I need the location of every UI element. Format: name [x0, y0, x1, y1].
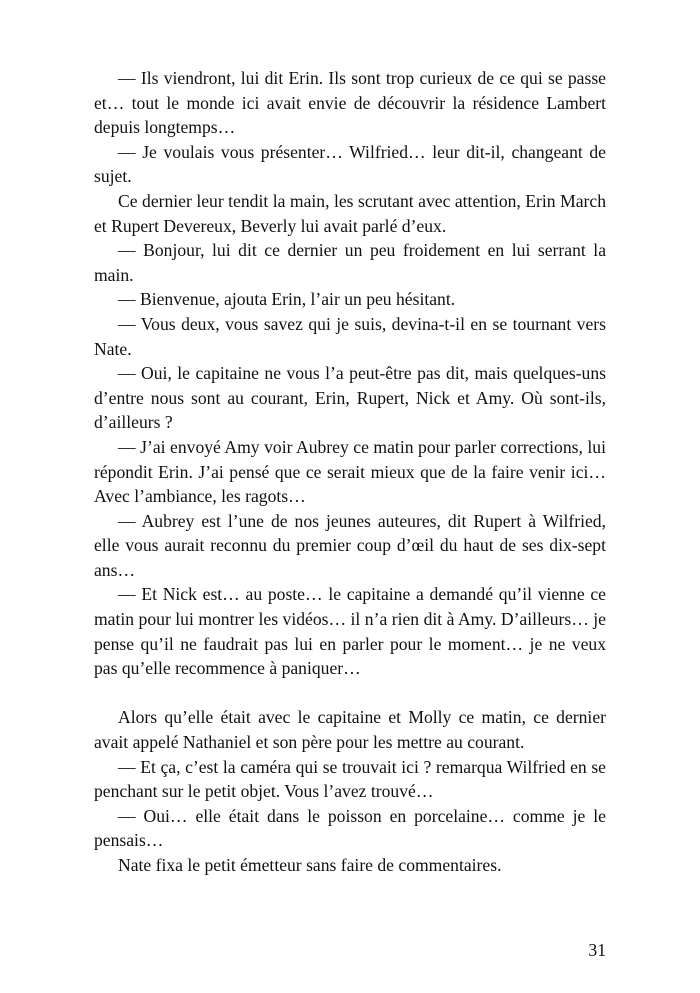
paragraph: — Je voulais vous présenter… Wilfried… leur dit-il, changeant de sujet.	[94, 141, 606, 187]
paragraph: Alors qu’elle était avec le capitaine et Molly ce matin, ce dernier avait appelé Nathaniel et son père pour les mettre au courant.	[94, 707, 606, 753]
paragraph: — Bienvenue, ajouta Erin, l’air un peu hésitant.	[118, 289, 456, 310]
paragraph: — Ils viendront, lui dit Erin. Ils sont trop curieux de ce qui se passe et… tout le monde ici avait envie de découvrir la résidence Lambert depuis longtemps…	[94, 68, 606, 138]
paragraph: Nate fixa le petit émetteur sans faire de commentaires.	[118, 855, 502, 875]
paragraph: — J’ai envoyé Amy voir Aubrey ce matin pour parler corrections, lui répondit Erin. J’ai pensé que ce serait mieux que de la faire venir ici… Avec l’ambiance, les ragots…	[94, 436, 606, 507]
page-body	[94, 66, 606, 878]
page-number: 31	[588, 940, 606, 960]
paragraph: — Et Nick est… au poste… le capitaine a demandé qu’il vienne ce matin pour lui montrer les vidéos… il n’a rien dit à Amy. D’ailleurs… je pense qu’il ne faudrait pas lui en parler pour le moment… je ne veux pas qu’elle recommence à paniquer…	[94, 584, 606, 679]
paragraph: — Oui… elle était dans le poisson en porcelaine… comme je le pensais…	[94, 805, 606, 851]
paragraph: — Bonjour, lui dit ce dernier un peu froidement en lui serrant la main.	[94, 240, 606, 285]
paragraph: — Et ça, c’est la caméra qui se trouvait ici ? remarqua Wilfried en se penchant sur le petit objet. Vous l’avez trouvé…	[94, 756, 606, 802]
paragraph: — Aubrey est l’une de nos jeunes auteures, dit Rupert à Wilfried, elle vous aurait reconnu du premier coup d’œil du haut de ses dix-sept ans…	[94, 510, 606, 580]
paragraph: — Oui, le capitaine ne vous l’a peut-être pas dit, mais quelques-uns d’entre nous sont au courant, Erin, Rupert, Nick et Amy. Où sont-ils, d’ailleurs ?	[94, 363, 606, 433]
paragraph: — Vous deux, vous savez qui je suis, devina-t-il en se tournant vers Nate.	[94, 313, 606, 359]
scene-break	[94, 681, 606, 706]
paragraph: Ce dernier leur tendit la main, les scrutant avec attention, Erin March et Rupert Devereux, Beverly lui avait parlé d’eux.	[94, 190, 606, 236]
